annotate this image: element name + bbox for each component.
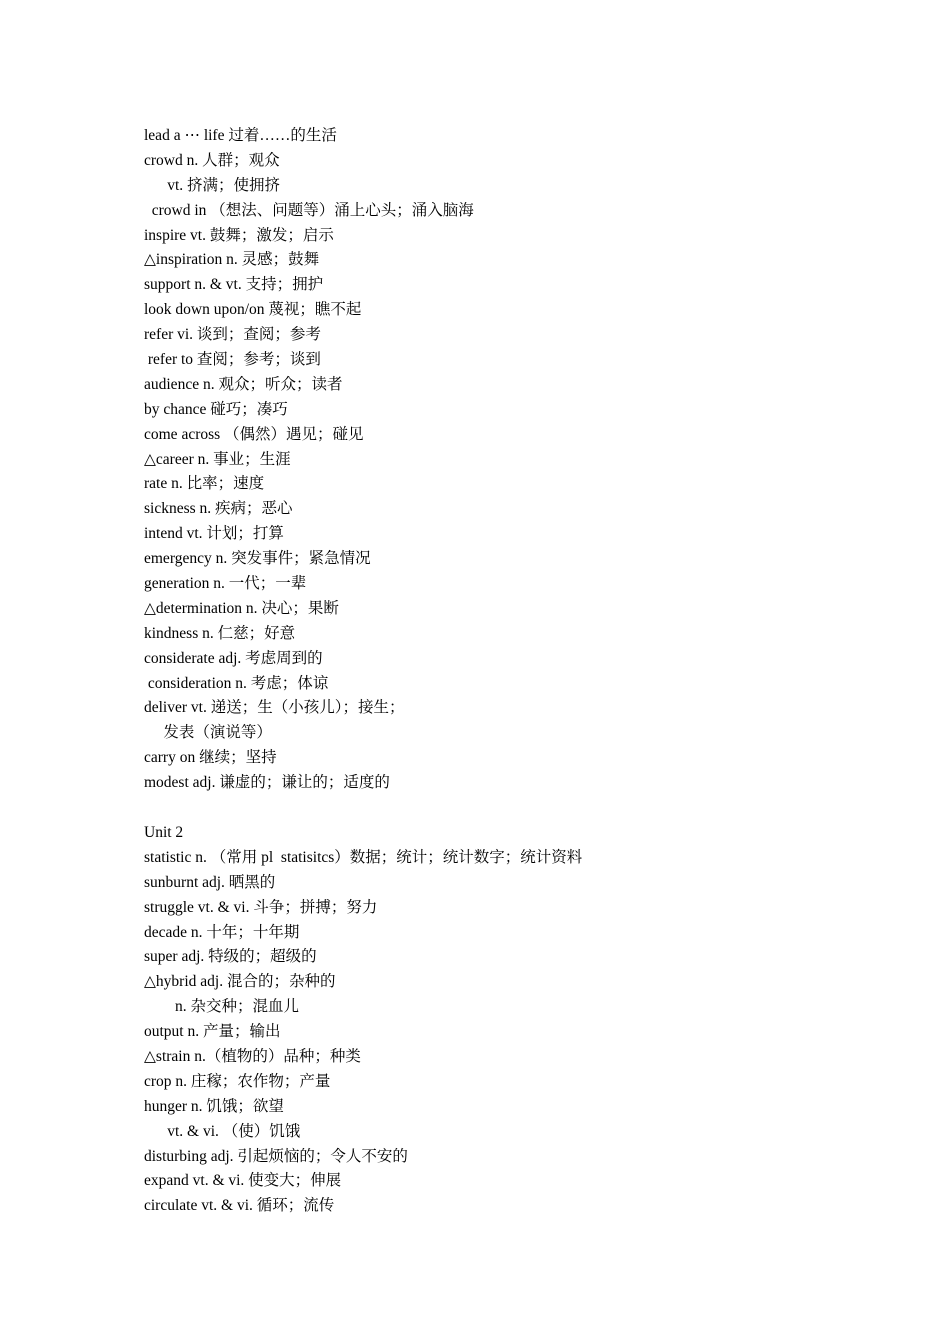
vocab-line: struggle vt. & vi. 斗争；拼搏；努力 [144,898,378,916]
vocab-line: statistic n. （常用 pl statisitcs）数据；统计；统计数字；统计资料 [144,848,583,866]
vocab-line: △inspiration n. 灵感；鼓舞 [144,251,320,269]
vocab-line: vt. 挤满；使拥挤 [144,176,281,194]
vocab-line: come across （偶然）遇见；碰见 [144,425,364,443]
vocab-line: considerate adj. 考虑周到的 [144,649,323,667]
blank-line [144,796,864,821]
vocab-line: emergency n. 突发事件；紧急情况 [144,550,371,568]
vocab-line: crowd in （想法、问题等）涌上心头；涌入脑海 [144,201,474,219]
vocab-line: super adj. 特级的；超级的 [144,948,317,966]
vocab-line: disturbing adj. 引起烦恼的；令人不安的 [144,1147,408,1165]
vocab-line: △determination n. 决心；果断 [144,599,339,617]
vocab-line: crop n. 庄稼；农作物；产量 [144,1072,331,1090]
vocab-line: hunger n. 饥饿；欲望 [144,1097,284,1115]
vocab-line: △hybrid adj. 混合的；杂种的 [144,973,336,991]
vocab-line: 发表（演说等） [144,724,272,742]
vocab-line: generation n. 一代；一辈 [144,575,307,593]
vocab-line: rate n. 比率；速度 [144,475,265,493]
vocab-line: △strain n.（植物的）品种；种类 [144,1047,361,1065]
vocab-line: by chance 碰巧；凑巧 [144,400,288,418]
vocab-line: output n. 产量；输出 [144,1023,281,1041]
vocab-line: audience n. 观众；听众；读者 [144,375,343,393]
vocab-line: carry on 继续；坚持 [144,749,277,767]
vocab-line: n. 杂交种；混血儿 [144,998,300,1016]
vocab-line: decade n. 十年；十年期 [144,923,300,941]
vocab-line: consideration n. 考虑；体谅 [144,674,329,692]
vocab-line: refer vi. 谈到；查阅；参考 [144,326,321,344]
vocab-line: intend vt. 计划；打算 [144,525,284,543]
vocab-line: modest adj. 谦虚的；谦让的；适度的 [144,774,390,792]
vocab-line: support n. & vt. 支持；拥护 [144,276,324,294]
vocab-line: look down upon/on 蔑视；瞧不起 [144,301,362,319]
vocab-line: vt. & vi. （使）饥饿 [144,1122,301,1140]
vocab-line: inspire vt. 鼓舞；激发；启示 [144,226,334,244]
vocab-line: expand vt. & vi. 使变大；伸展 [144,1172,342,1190]
vocab-line: kindness n. 仁慈；好意 [144,624,296,642]
vocab-line: sickness n. 疾病；恶心 [144,500,293,518]
vocab-line: crowd n. 人群；观众 [144,151,280,169]
vocab-line: △career n. 事业；生涯 [144,450,291,468]
vocab-line: sunburnt adj. 晒黑的 [144,873,276,891]
unit-heading: Unit 2 [144,823,184,841]
vocab-line: circulate vt. & vi. 循环；流传 [144,1197,335,1215]
vocab-line: deliver vt. 递送；生（小孩儿）；接生； [144,699,405,717]
document-page [144,124,864,1219]
vocab-line: lead a ⋯ life 过着……的生活 [144,127,337,144]
vocab-line: refer to 查阅；参考；谈到 [144,351,321,369]
